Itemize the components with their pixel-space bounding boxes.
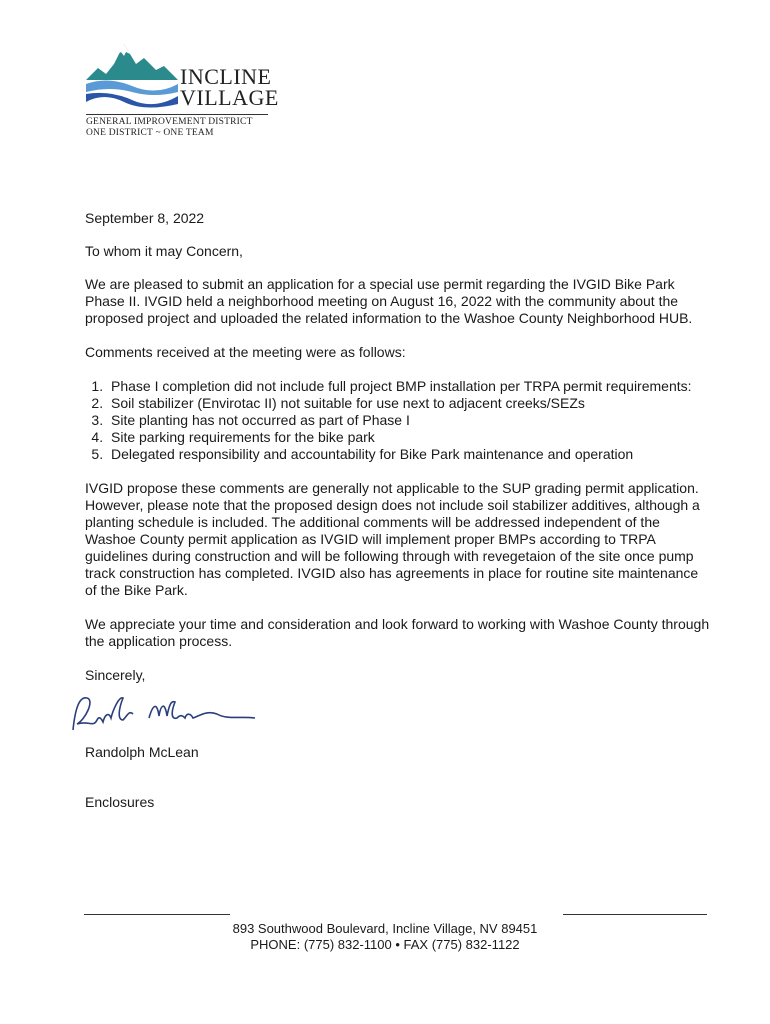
mountain-lake-logo-icon [84, 40, 180, 112]
intro-paragraph: We are pleased to submit an application for a special use permit regarding the IVGID Bike Park Phase II. IVGID held a neighborhood meeting on August 16, 2022 with the community about the proposed project and uploaded the related information to the Washoe County Neighborhood HUB. [85, 276, 693, 326]
response-paragraph: IVGID propose these comments are generally not applicable to the SUP grading permit application. However, please note that the proposed design does not include soil stabilizer additives, although a planting schedule is included. The additional comments will be addressed independent of the Washoe County permit application as IVGID will implement proper BMPs according to TRPA guidelines during construction and will be following through with revegetaion of the site once pump track construction has completed. IVGID also has agreements in place for routine site maintenance of the Bike Park. [85, 480, 700, 598]
footer-rule-right [563, 914, 707, 915]
list-item: 3. Site planting has not occurred as part of Phase I [107, 412, 710, 429]
list-item: 2. Soil stabilizer (Envirotac II) not suitable for use next to adjacent creeks/SEZs [107, 395, 710, 412]
comments-lead: Comments received at the meeting were as follows: [85, 344, 406, 360]
signer-name: Randolph McLean [85, 744, 199, 760]
closing: Sincerely, [85, 667, 146, 683]
salutation: To whom it may Concern, [85, 243, 243, 259]
letter-date: September 8, 2022 [85, 210, 205, 226]
org-name-line2: VILLAGE [180, 85, 279, 110]
comments-list [85, 378, 710, 463]
letterhead-logo [84, 40, 279, 140]
signature [85, 694, 710, 744]
handwritten-signature-icon [67, 690, 267, 740]
footer-phone-fax: PHONE: (775) 832-1100 • FAX (775) 832-1122 [250, 937, 520, 952]
appreciation-paragraph: We appreciate your time and consideration and look forward to working with Washoe County through the application process. [85, 616, 710, 649]
enclosures: Enclosures [85, 794, 155, 810]
list-item: 4. Site parking requirements for the bike park [107, 429, 710, 446]
footer-address: 893 Southwood Boulevard, Incline Village, NV 89451 [232, 921, 538, 936]
list-item: 5. Delegated responsibility and accountability for Bike Park maintenance and operation [107, 446, 710, 463]
list-item: 1. Phase I completion did not include full project BMP installation per TRPA permit requirements: [107, 378, 710, 395]
org-subtitle: GENERAL IMPROVEMENT DISTRICT [86, 117, 253, 127]
org-name-line1: INCLINE [180, 64, 272, 89]
letterhead-divider [86, 114, 268, 115]
footer-rule-left [84, 914, 230, 915]
org-tagline: ONE DISTRICT ~ ONE TEAM [86, 128, 214, 138]
letter-body [85, 210, 710, 811]
